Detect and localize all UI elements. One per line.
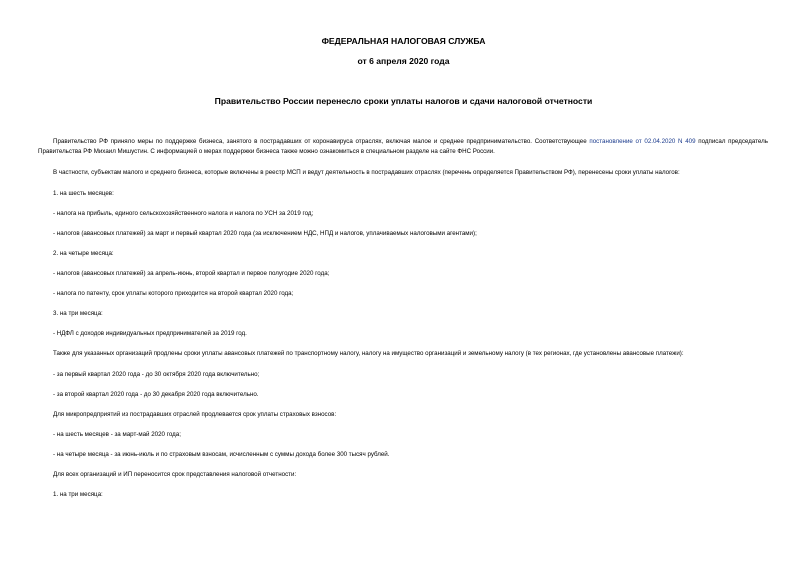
list-item: - за первый квартал 2020 года - до 30 октября 2020 года включительно;	[53, 371, 260, 378]
document-title: Правительство России перенесло сроки уплаты налогов и сдачи налоговой отчетности	[214, 96, 593, 106]
intro-paragraph	[38, 137, 768, 157]
list-heading: 3. на три месяца:	[53, 310, 103, 317]
document-body	[38, 137, 768, 510]
list-item: - на четыре месяца - за июнь-июль и по страховым взносам, исчисленным с суммы дохода более 300 тысяч рублей.	[53, 451, 390, 458]
paragraph: Для всех организаций и ИП переносится срок представления налоговой отчетности:	[53, 471, 297, 478]
list-heading: 1. на три месяца:	[53, 491, 103, 498]
list-item: - на шесть месяцев - за март-май 2020 года;	[53, 431, 181, 438]
list-item: - налога на прибыль, единого сельскохозяйственного налога и налога по УСН за 2019 год;	[53, 210, 314, 217]
paragraph: Также для указанных организаций продлены сроки уплаты авансовых платежей по транспортному налогу, налогу на имущество организаций и земельному налогу (в тех регионах, где установлены авансовые платежи):	[53, 350, 684, 357]
paragraph: Для микропредприятий из пострадавших отраслей продлевается срок уплаты страховых взносов:	[53, 411, 337, 418]
list-item: - НДФЛ с доходов индивидуальных предпринимателей за 2019 год.	[53, 330, 247, 337]
list-item: - налогов (авансовых платежей) за март и первый квартал 2020 года (за исключением НДС, НПД и налогов, уплачиваемых налоговыми агентами);	[53, 230, 477, 237]
organization-name: ФЕДЕРАЛЬНАЯ НАЛОГОВАЯ СЛУЖБА	[321, 36, 486, 46]
intro-text-start: Правительство РФ приняло меры по поддержке бизнеса, занятого в пострадавших от коронавируса отраслях, включая малое и среднее предпринимательство. Соответствующее	[53, 138, 590, 145]
list-item: - налогов (авансовых платежей) за апрель-июнь, второй квартал и первое полугодие 2020 года;	[53, 270, 330, 277]
intro-text-end: подписал председатель Правительства РФ Михаил Мишустин. С информацией о мерах поддержки бизнеса также можно ознакомиться в специальном разделе на сайте ФНС России.	[38, 138, 768, 155]
list-item: - налога по патенту, срок уплаты которого приходится на второй квартал 2020 года;	[53, 290, 294, 297]
list-heading: 1. на шесть месяцев:	[53, 190, 114, 197]
decree-link[interactable]: постановление от 02.04.2020 N 409	[589, 138, 696, 145]
list-heading: 2. на четыре месяца:	[53, 250, 114, 257]
list-item: - за второй квартал 2020 года - до 30 декабря 2020 года включительно.	[53, 391, 259, 398]
document-date: от 6 апреля 2020 года	[357, 56, 450, 66]
paragraph: В частности, субъектам малого и среднего бизнеса, которые включены в реестр МСП и ведут деятельность в пострадавших отраслях (перечень определяется Правительством РФ), перенесены сроки уплаты налогов:	[53, 169, 680, 176]
